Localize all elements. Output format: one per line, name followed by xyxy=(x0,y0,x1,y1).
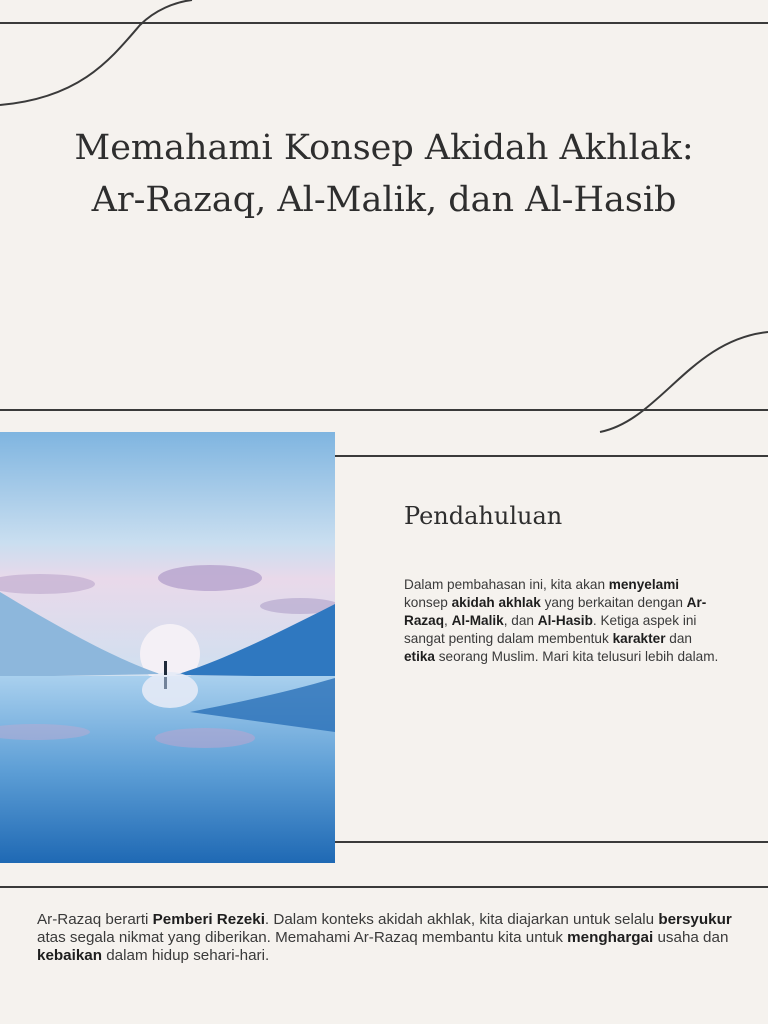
emphasis-text: bersyukur xyxy=(658,911,732,928)
emphasis-text: Ar-Razaq xyxy=(404,595,707,628)
paragraph-text: yang berkaitan dengan xyxy=(540,595,687,610)
paragraph-text: , xyxy=(444,613,452,628)
paragraph-text: seorang Muslim. Mari kita telusuri lebih dalam. xyxy=(434,649,719,664)
divider-body-top xyxy=(0,886,768,888)
emphasis-text: menyelami xyxy=(608,577,680,592)
emphasis-text: karakter xyxy=(612,631,666,646)
paragraph-text: Ar-Razaq berarti xyxy=(37,911,153,928)
paragraph-text: konsep xyxy=(404,595,452,610)
emphasis-text: kebaikan xyxy=(37,947,103,964)
page-title: Memahami Konsep Akidah Akhlak: Ar-Razaq, Al-Malik, dan Al-Hasib xyxy=(74,128,694,220)
emphasis-text: Al-Hasib xyxy=(537,613,593,628)
top-left-curve xyxy=(0,0,192,105)
paragraph-text: usaha dan xyxy=(653,929,729,946)
paragraph-text: dan xyxy=(665,631,692,646)
emphasis-text: akidah akhlak xyxy=(451,595,541,610)
middle-right-curve xyxy=(600,332,768,432)
intro-paragraph xyxy=(404,576,724,666)
paragraph-text: , dan xyxy=(503,613,538,628)
section-heading-pendahuluan: Pendahuluan xyxy=(404,502,563,530)
paragraph-text: atas segala nikmat yang diberikan. Memahami Ar-Razaq membantu kita untuk xyxy=(37,929,568,946)
emphasis-text: menghargai xyxy=(567,929,654,946)
emphasis-text: Al-Malik xyxy=(451,613,504,628)
emphasis-text: Pemberi Rezeki xyxy=(152,911,265,928)
divider-top xyxy=(0,22,768,24)
paragraph-text: . Dalam konteks akidah akhlak, kita diajarkan untuk selalu xyxy=(264,911,659,928)
paragraph-text: . Ketiga aspek ini sangat penting dalam membentuk xyxy=(404,613,697,646)
divider-title-bottom xyxy=(0,409,768,411)
landscape-image xyxy=(0,432,335,863)
paragraph-text: Dalam pembahasan ini, kita akan xyxy=(404,577,609,592)
paragraph-text: dalam hidup sehari-hari. xyxy=(102,947,270,964)
emphasis-text: etika xyxy=(404,649,435,664)
ar-razaq-paragraph xyxy=(37,911,737,965)
